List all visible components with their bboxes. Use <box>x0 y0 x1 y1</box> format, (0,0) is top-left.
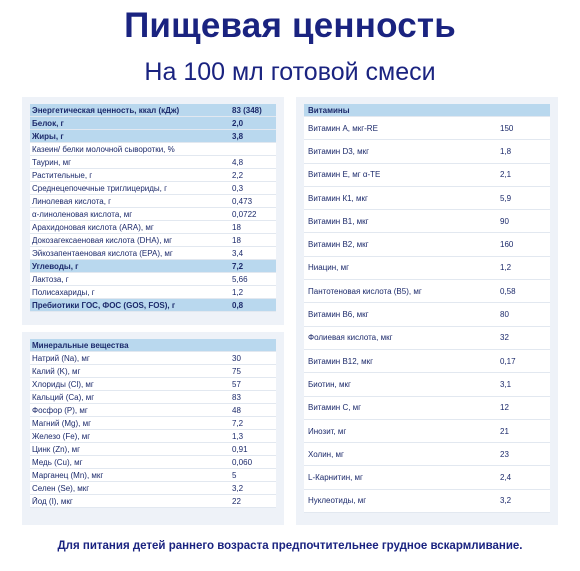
nutrient-name: Фосфор (P), мг <box>32 405 88 415</box>
table-row <box>304 397 550 420</box>
nutrient-value: 0,3 <box>232 183 244 193</box>
nutrient-value: 0,473 <box>232 196 253 206</box>
page-subtitle: На 100 мл готовой смеси <box>144 58 436 86</box>
nutrient-value: 2,2 <box>232 170 244 180</box>
table-row <box>30 404 276 417</box>
nutrient-name: Железо (Fe), мг <box>32 431 91 441</box>
table-row <box>30 456 276 469</box>
nutrient-name: Арахидоновая кислота (ARA), мг <box>32 222 154 232</box>
nutrient-name: Витамин В12, мкг <box>308 356 374 366</box>
nutrient-name: Витамин В2, мкг <box>308 240 369 250</box>
vitamins-panel <box>296 97 558 525</box>
nutrient-name: Марганец (Mn), мкг <box>32 470 104 480</box>
nutrient-value: 83 (348) <box>232 105 262 115</box>
nutrient-name: Энергетическая ценность, ккал (кДж) <box>32 105 180 115</box>
table-row <box>30 234 276 247</box>
table-row <box>304 280 550 303</box>
nutrient-name: Ниацин, мг <box>308 263 350 273</box>
nutrient-name: Витамин Е, мг α-TE <box>308 170 381 180</box>
table-row <box>30 352 276 365</box>
nutrient-value: 1,2 <box>232 287 244 297</box>
table-row <box>30 130 276 143</box>
breastfeeding-note: Для питания детей раннего возраста предпочтительнее грудное вскармливание. <box>57 540 523 552</box>
nutrient-value: 12 <box>500 403 509 413</box>
page-title: Пищевая ценность <box>124 6 456 45</box>
table-row <box>304 350 550 373</box>
nutrient-value: 3,1 <box>500 379 512 389</box>
nutrient-value: 0,58 <box>500 286 516 296</box>
nutrient-name: Натрий (Na), мг <box>32 353 90 363</box>
nutrient-value: 18 <box>232 235 241 245</box>
table-row <box>30 430 276 443</box>
table-row <box>304 233 550 256</box>
nutrient-name: Витамин К1, мкг <box>308 193 368 203</box>
minerals-header <box>30 339 276 352</box>
table-row <box>30 482 276 495</box>
table-row <box>304 117 550 140</box>
nutrient-name: Кальций (Ca), мг <box>32 392 95 402</box>
table-row <box>304 327 550 350</box>
table-row <box>30 365 276 378</box>
nutrient-value: 2,1 <box>500 170 512 180</box>
nutrient-name: Нуклеотиды, мг <box>308 496 367 506</box>
table-row <box>30 143 276 156</box>
nutrient-value: 7,2 <box>232 418 244 428</box>
nutrient-value: 3,8 <box>232 131 244 141</box>
nutrient-name: Витамин D3, мкг <box>308 146 370 156</box>
table-row <box>30 378 276 391</box>
nutrient-name: Цинк (Zn), мг <box>32 444 81 454</box>
table-row <box>30 195 276 208</box>
nutrient-value: 0,91 <box>232 444 248 454</box>
nutrient-value: 3,4 <box>232 248 244 258</box>
nutrient-name: Полисахариды, г <box>32 287 95 297</box>
nutrient-name: Калий (K), мг <box>32 366 81 376</box>
nutrient-name: Селен (Se), мкг <box>32 483 90 493</box>
nutrient-name: Йод (I), мкг <box>32 496 73 506</box>
nutrient-name: Хлориды (Cl), мг <box>32 379 94 389</box>
nutrient-value: 21 <box>500 426 509 436</box>
table-row <box>304 420 550 443</box>
nutrient-value: 4,8 <box>232 157 244 167</box>
nutrient-value: 2,0 <box>232 118 244 128</box>
nutrient-value: 3,2 <box>500 496 512 506</box>
nutrient-value: 0,060 <box>232 457 253 467</box>
nutrient-value: 1,2 <box>500 263 512 273</box>
table-row <box>30 117 276 130</box>
nutrient-value: 0,0722 <box>232 209 257 219</box>
nutrient-name: Пребиотики ГОС, ФОС (GOS, FOS), г <box>32 300 176 310</box>
nutrient-value: 1,8 <box>500 146 512 156</box>
nutrient-name: Инозит, мг <box>308 426 347 436</box>
nutrient-value: 48 <box>232 405 241 415</box>
nutrient-name: Витамин В1, мкг <box>308 216 369 226</box>
nutrient-name: Эйкозапентаеновая кислота (EPA), мг <box>32 248 173 258</box>
nutrition-table <box>30 104 276 312</box>
nutrient-name: Линолевая кислота, г <box>32 196 112 206</box>
table-row <box>30 495 276 508</box>
nutrient-value: 18 <box>232 222 241 232</box>
table-row <box>30 417 276 430</box>
nutrient-value: 7,2 <box>232 261 244 271</box>
nutrient-value: 5 <box>232 470 237 480</box>
nutrient-name: Магний (Mg), мг <box>32 418 92 428</box>
table-row <box>304 490 550 513</box>
vitamins-header-label: Витамины <box>308 105 350 115</box>
nutrient-name: Жиры, г <box>32 131 64 141</box>
nutrition-panel <box>22 97 284 325</box>
nutrient-name: Докозагексаеновая кислота (DHA), мг <box>32 235 173 245</box>
nutrient-value: 0,17 <box>500 356 516 366</box>
table-row <box>30 221 276 234</box>
minerals-table <box>30 339 276 508</box>
nutrient-value: 75 <box>232 366 241 376</box>
table-row <box>30 260 276 273</box>
table-row <box>304 466 550 489</box>
nutrient-value: 80 <box>500 310 509 320</box>
table-row <box>30 299 276 312</box>
nutrient-name: Казеин/ белки молочной сыворотки, % <box>32 144 175 154</box>
nutrient-value: 5,9 <box>500 193 512 203</box>
table-row <box>304 140 550 163</box>
table-row <box>30 286 276 299</box>
nutrient-value: 30 <box>232 353 241 363</box>
table-row <box>304 164 550 187</box>
nutrient-name: α-линоленовая кислота, мг <box>32 209 133 219</box>
table-row <box>30 391 276 404</box>
nutrient-value: 160 <box>500 240 514 250</box>
minerals-panel <box>22 332 284 525</box>
minerals-header-label: Минеральные вещества <box>32 340 129 350</box>
nutrient-value: 0,8 <box>232 300 244 310</box>
table-row <box>30 247 276 260</box>
nutrient-value: 90 <box>500 216 509 226</box>
nutrient-name: Таурин, мг <box>32 157 71 167</box>
table-row <box>30 208 276 221</box>
nutrient-name: Биотин, мкг <box>308 379 351 389</box>
table-row <box>304 257 550 280</box>
table-row <box>30 156 276 169</box>
nutrient-name: L-Карнитин, мг <box>308 473 363 483</box>
table-row <box>304 443 550 466</box>
table-row <box>304 187 550 210</box>
table-row <box>30 104 276 117</box>
nutrient-name: Углеводы, г <box>32 261 79 271</box>
nutrient-value: 57 <box>232 379 241 389</box>
nutrient-value: 1,3 <box>232 431 244 441</box>
table-row <box>304 210 550 233</box>
nutrient-value: 3,2 <box>232 483 244 493</box>
nutrient-value: 5,66 <box>232 274 248 284</box>
table-row <box>30 182 276 195</box>
table-row <box>304 303 550 326</box>
table-row <box>30 273 276 286</box>
nutrient-value: 2,4 <box>500 473 512 483</box>
table-row <box>304 373 550 396</box>
nutrient-name: Среднецепочечные триглицериды, г <box>32 183 168 193</box>
vitamins-table <box>304 104 550 513</box>
table-row <box>30 469 276 482</box>
nutrient-name: Фолиевая кислота, мкг <box>308 333 393 343</box>
vitamins-header <box>304 104 550 117</box>
nutrient-name: Витамин В6, мкг <box>308 310 369 320</box>
nutrient-name: Пантотеновая кислота (В5), мг <box>308 286 422 296</box>
nutrient-name: Витамин А, мкг-RE <box>308 123 378 133</box>
nutrient-name: Лактоза, г <box>32 274 69 284</box>
nutrient-value: 150 <box>500 123 514 133</box>
nutrient-name: Растительные, г <box>32 170 93 180</box>
nutrient-value: 22 <box>232 496 241 506</box>
table-row <box>30 169 276 182</box>
nutrient-value: 83 <box>232 392 241 402</box>
nutrient-name: Медь (Cu), мг <box>32 457 83 467</box>
nutrient-name: Холин, мг <box>308 449 344 459</box>
nutrient-value: 23 <box>500 449 509 459</box>
nutrient-name: Витамин С, мг <box>308 403 362 413</box>
table-row <box>30 443 276 456</box>
nutrient-name: Белок, г <box>32 118 64 128</box>
nutrient-value: 32 <box>500 333 509 343</box>
